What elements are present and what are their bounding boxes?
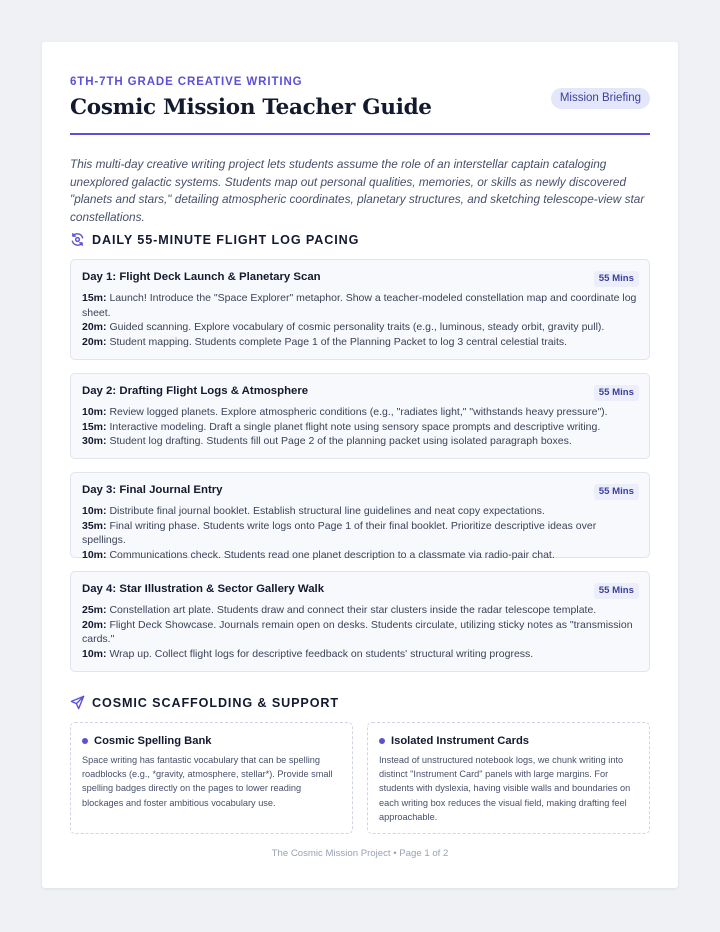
- day-title: Day 2: Drafting Flight Logs & Atmosphere: [82, 385, 309, 397]
- day-title: Day 1: Flight Deck Launch & Planetary Scan: [82, 271, 321, 283]
- schedule-row: 10m: Communications check. Students read one planet description to a classmate via radio-pair chat.: [82, 548, 555, 561]
- day-title: Day 3: Final Journal Entry: [82, 484, 223, 496]
- schedule-row: 15m: Interactive modeling. Draft a single planet flight note using sensory space prompts and descriptive writing.: [82, 420, 601, 433]
- support-card: [367, 722, 650, 834]
- duration-pill: 55 Mins: [594, 271, 639, 287]
- duration-pill: 55 Mins: [594, 583, 639, 599]
- support-heading: [70, 695, 339, 710]
- title-divider: [70, 133, 650, 135]
- intro-paragraph: This multi-day creative writing project lets students assume the role of an interstellar captain cataloging unexplored galactic systems. Students map out personal qualities, memories, or skills as newly discovered "planets and stars," detailing atmospheric coordinates, planetary structures, and sketching telescope-view star constellations.: [70, 157, 645, 224]
- schedule-row: 20m: Flight Deck Showcase. Journals remain open on desks. Students circulate, utilizing sticky notes as "transmission cards.": [82, 618, 633, 645]
- support-card-title: Cosmic Spelling Bank: [94, 735, 212, 747]
- grade-eyebrow: 6TH-7TH GRADE CREATIVE WRITING: [70, 76, 303, 88]
- support-heading-text: COSMIC SCAFFOLDING & SUPPORT: [92, 695, 339, 710]
- schedule-row: 15m: Launch! Introduce the "Space Explorer" metaphor. Show a teacher-modeled constellation map and coordinate log sheet.: [82, 292, 637, 319]
- day-title: Day 4: Star Illustration & Sector Gallery Walk: [82, 583, 325, 595]
- schedule-row: 25m: Constellation art plate. Students draw and connect their star clusters inside the radar telescope template.: [82, 604, 597, 616]
- guide-page: [42, 42, 678, 888]
- send-icon: [70, 695, 85, 710]
- pacing-heading-text: DAILY 55-MINUTE FLIGHT LOG PACING: [92, 232, 360, 247]
- duration-pill: 55 Mins: [594, 385, 639, 401]
- support-card-body: Space writing has fantastic vocabulary that can be spelling roadblocks (e.g., *gravity, atmosphere, stellar*). Provide small spelling badges directly on the pages to lower reading blockages and foster ambitious vocabulary use.: [82, 755, 333, 808]
- schedule-row: 20m: Guided scanning. Explore vocabulary of cosmic personality traits (e.g., luminous, steady orbit, gravity pull).: [82, 321, 605, 333]
- duration-pill: 55 Mins: [594, 484, 639, 500]
- page-title: Cosmic Mission Teacher Guide: [70, 95, 432, 120]
- schedule-row: 10m: Review logged planets. Explore atmospheric conditions (e.g., "radiates light," "withstands heavy pressure").: [82, 406, 608, 418]
- schedule-row: 35m: Final writing phase. Students write logs onto Page 1 of their final booklet. Prioritize descriptive ideas over spellings.: [82, 519, 597, 546]
- schedule-row: 10m: Distribute final journal booklet. Establish structural line guidelines and neat copy expectations.: [82, 505, 545, 517]
- support-card-title: Isolated Instrument Cards: [391, 735, 530, 747]
- page-footer: The Cosmic Mission Project • Page 1 of 2: [271, 848, 449, 859]
- schedule-row: 30m: Student log drafting. Students fill out Page 2 of the planning packet using isolated paragraph boxes.: [82, 435, 572, 447]
- support-card: [70, 722, 353, 834]
- day-card: [70, 472, 650, 561]
- pacing-heading: [70, 232, 359, 247]
- day-card: [70, 259, 650, 360]
- schedule-row: 20m: Student mapping. Students complete Page 1 of the Planning Packet to log 3 central celestial traits.: [82, 335, 568, 348]
- day-schedule: [82, 504, 637, 562]
- day-card: [70, 571, 650, 672]
- day-schedule: [82, 603, 637, 661]
- bullet-dot: [379, 738, 385, 744]
- mission-briefing-badge: Mission Briefing: [551, 88, 650, 109]
- support-card-body: Instead of unstructured notebook logs, we chunk writing into distinct "Instrument Card" panels with large margins. For students with dyslexia, having visible walls and boundaries on each writing box reduces the visual field, making drafting feel approachable.: [379, 755, 631, 822]
- orbit-icon: [70, 232, 85, 247]
- day-card: [70, 373, 650, 459]
- schedule-row: 10m: Wrap up. Collect flight logs for descriptive feedback on students' structural writing progress.: [82, 647, 534, 660]
- bullet-dot: [82, 738, 88, 744]
- day-schedule: [82, 405, 637, 449]
- day-schedule: [82, 291, 637, 349]
